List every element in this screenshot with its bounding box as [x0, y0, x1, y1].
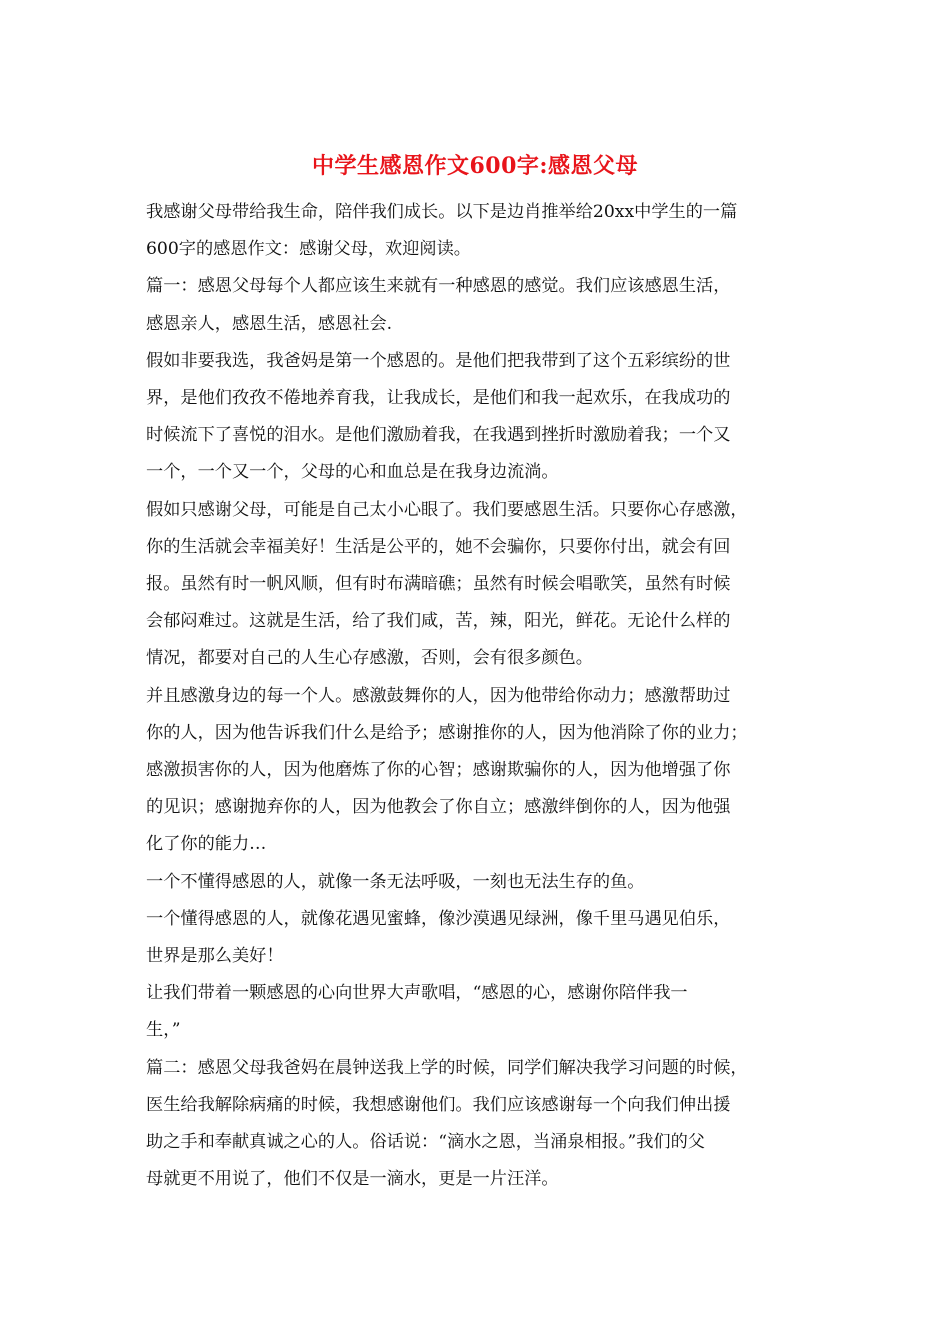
document-title: 中学生感恩作文600字:感恩父母	[311, 153, 639, 179]
body-line: 假如只感谢父母，可能是自己太小心眼了。我们要感恩生活。只要你心存感激，	[146, 499, 748, 520]
body-line: 你的生活就会幸福美好！生活是公平的，她不会骗你，只要你付出，就会有回	[146, 536, 731, 557]
body-line: 助之手和奉献真诚之心的人。俗话说：“滴水之恩，当涌泉相报。”我们的父	[146, 1132, 705, 1153]
body-line: 界，是他们孜孜不倦地养育我，让我成长，是他们和我一起欢乐，在我成功的	[146, 388, 731, 409]
body-line: 生，”	[146, 1020, 181, 1041]
body-line: 母就更不用说了，他们不仅是一滴水，更是一片汪洋。	[146, 1169, 559, 1190]
body-line: 的见识；感谢抛弃你的人，因为他教会了你自立；感激绊倒你的人，因为他强	[146, 797, 731, 818]
body-line: 篇一：感恩父母每个人都应该生来就有一种感恩的感觉。我们应该感恩生活，	[146, 276, 731, 297]
body-line: 我感谢父母带给我生命，陪伴我们成长。以下是边肖推举给20xx中学生的一篇	[146, 202, 738, 222]
body-line: 情况，都要对自己的人生心存感激，否则，会有很多颜色。	[146, 648, 593, 669]
body-line: 假如非要我选，我爸妈是第一个感恩的。是他们把我带到了这个五彩缤纷的世	[146, 350, 731, 371]
body-line: 时候流下了喜悦的泪水。是他们激励着我，在我遇到挫折时激励着我；一个又	[146, 425, 731, 446]
body-line: 一个懂得感恩的人，就像花遇见蜜蜂，像沙漠遇见绿洲，像千里马遇见伯乐，	[146, 908, 731, 929]
body-line: 篇二：感恩父母我爸妈在晨钟送我上学的时候，同学们解决我学习问题的时候，	[146, 1057, 748, 1078]
body-line: 你的人，因为他告诉我们什么是给予；感谢推你的人，因为他消除了你的业力；	[146, 722, 748, 743]
body-line: 600字的感恩作文：感谢父母，欢迎阅读。	[146, 239, 471, 260]
body-line: 化了你的能力…	[146, 834, 267, 855]
body-line: 会郁闷难过。这就是生活，给了我们咸，苦，辣，阳光，鲜花。无论什么样的	[146, 611, 731, 632]
body-line: 报。虽然有时一帆风顺，但有时布满暗礁；虽然有时候会唱歌笑，虽然有时候	[146, 574, 731, 595]
body-line: 医生给我解除病痛的时候，我想感谢他们。我们应该感谢每一个向我们伸出援	[146, 1094, 731, 1115]
body-line: 并且感激身边的每一个人。感激鼓舞你的人，因为他带给你动力；感激帮助过	[146, 685, 731, 706]
body-line: 感激损害你的人，因为他磨炼了你的心智；感谢欺骗你的人，因为他增强了你	[146, 760, 731, 781]
body-line: 感恩亲人，感恩生活，感恩社会.	[146, 313, 393, 334]
body-line: 一个不懂得感恩的人，就像一条无法呼吸，一刻也无法生存的鱼。	[146, 871, 645, 892]
body-line: 让我们带着一颗感恩的心向世界大声歌唱，“感恩的心，感谢你陪伴我一	[146, 983, 688, 1004]
body-line: 一个，一个又一个，父母的心和血总是在我身边流淌。	[146, 462, 559, 483]
document-body	[146, 194, 808, 1198]
body-line: 世界是那么美好！	[146, 946, 284, 967]
